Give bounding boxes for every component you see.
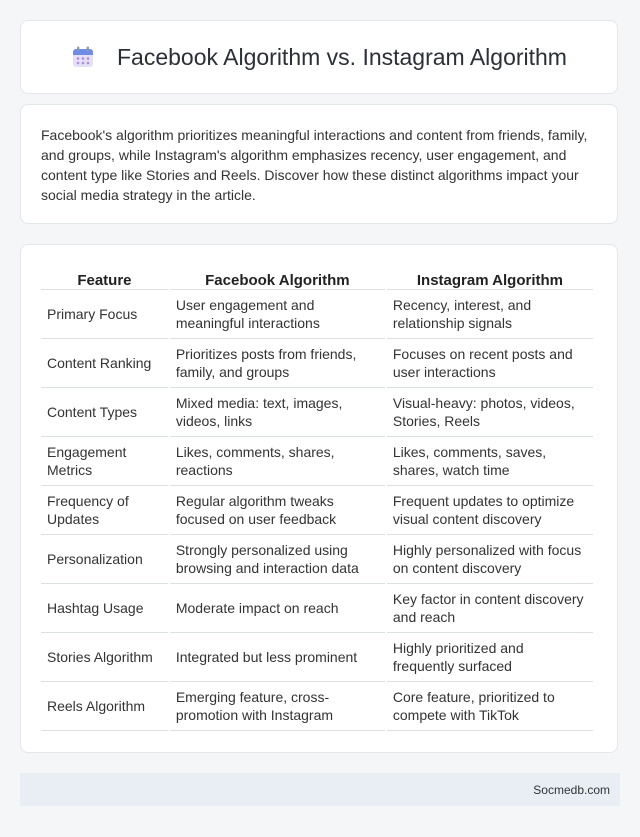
table-row xyxy=(41,339,593,388)
column-header-feature: Feature xyxy=(41,265,168,290)
feature-cell: Reels Algorithm xyxy=(41,682,168,731)
instagram-cell: Visual-heavy: photos, videos, Stories, Reels xyxy=(387,388,593,437)
facebook-cell: Emerging feature, cross-promotion with Instagram xyxy=(170,682,385,731)
instagram-cell: Highly prioritized and frequently surfaced xyxy=(387,633,593,682)
feature-cell: Engagement Metrics xyxy=(41,437,168,486)
comparison-table xyxy=(39,265,595,731)
table-header-row xyxy=(41,265,593,290)
facebook-cell: Integrated but less prominent xyxy=(170,633,385,682)
instagram-cell: Focuses on recent posts and user interactions xyxy=(387,339,593,388)
table-row xyxy=(41,486,593,535)
instagram-cell: Likes, comments, saves, shares, watch time xyxy=(387,437,593,486)
feature-cell: Content Ranking xyxy=(41,339,168,388)
intro-text: Facebook's algorithm prioritizes meaningful interactions and content from friends, family, and groups, while Instagram's algorithm emphasizes recency, user engagement, and content type like Stories and Reels. Discover how these distinct algorithms impact your social media strategy in the article. xyxy=(41,127,588,203)
feature-cell: Frequency of Updates xyxy=(41,486,168,535)
facebook-cell: User engagement and meaningful interactions xyxy=(170,290,385,339)
instagram-cell: Recency, interest, and relationship signals xyxy=(387,290,593,339)
facebook-cell: Regular algorithm tweaks focused on user feedback xyxy=(170,486,385,535)
facebook-cell: Prioritizes posts from friends, family, and groups xyxy=(170,339,385,388)
instagram-cell: Core feature, prioritized to compete with TikTok xyxy=(387,682,593,731)
title-card xyxy=(20,20,618,94)
footer-source: Socmedb.com xyxy=(533,782,610,797)
table-row xyxy=(41,682,593,731)
comparison-card xyxy=(20,244,618,753)
feature-cell: Hashtag Usage xyxy=(41,584,168,633)
instagram-cell: Frequent updates to optimize visual content discovery xyxy=(387,486,593,535)
table-row xyxy=(41,535,593,584)
facebook-cell: Moderate impact on reach xyxy=(170,584,385,633)
table-row xyxy=(41,290,593,339)
table-row xyxy=(41,388,593,437)
feature-cell: Content Types xyxy=(41,388,168,437)
facebook-cell: Strongly personalized using browsing and interaction data xyxy=(170,535,385,584)
table-row xyxy=(41,584,593,633)
feature-cell: Personalization xyxy=(41,535,168,584)
feature-cell: Stories Algorithm xyxy=(41,633,168,682)
intro-card xyxy=(20,104,618,224)
instagram-cell: Highly personalized with focus on content discovery xyxy=(387,535,593,584)
table-row xyxy=(41,437,593,486)
facebook-cell: Likes, comments, shares, reactions xyxy=(170,437,385,486)
feature-cell: Primary Focus xyxy=(41,290,168,339)
column-header-instagram: Instagram Algorithm xyxy=(387,265,593,290)
calendar-icon xyxy=(71,45,95,69)
column-header-facebook: Facebook Algorithm xyxy=(170,265,385,290)
instagram-cell: Key factor in content discovery and reach xyxy=(387,584,593,633)
page-title: Facebook Algorithm vs. Instagram Algorithm xyxy=(117,43,567,70)
footer-bar xyxy=(20,773,620,806)
table-row xyxy=(41,633,593,682)
facebook-cell: Mixed media: text, images, videos, links xyxy=(170,388,385,437)
